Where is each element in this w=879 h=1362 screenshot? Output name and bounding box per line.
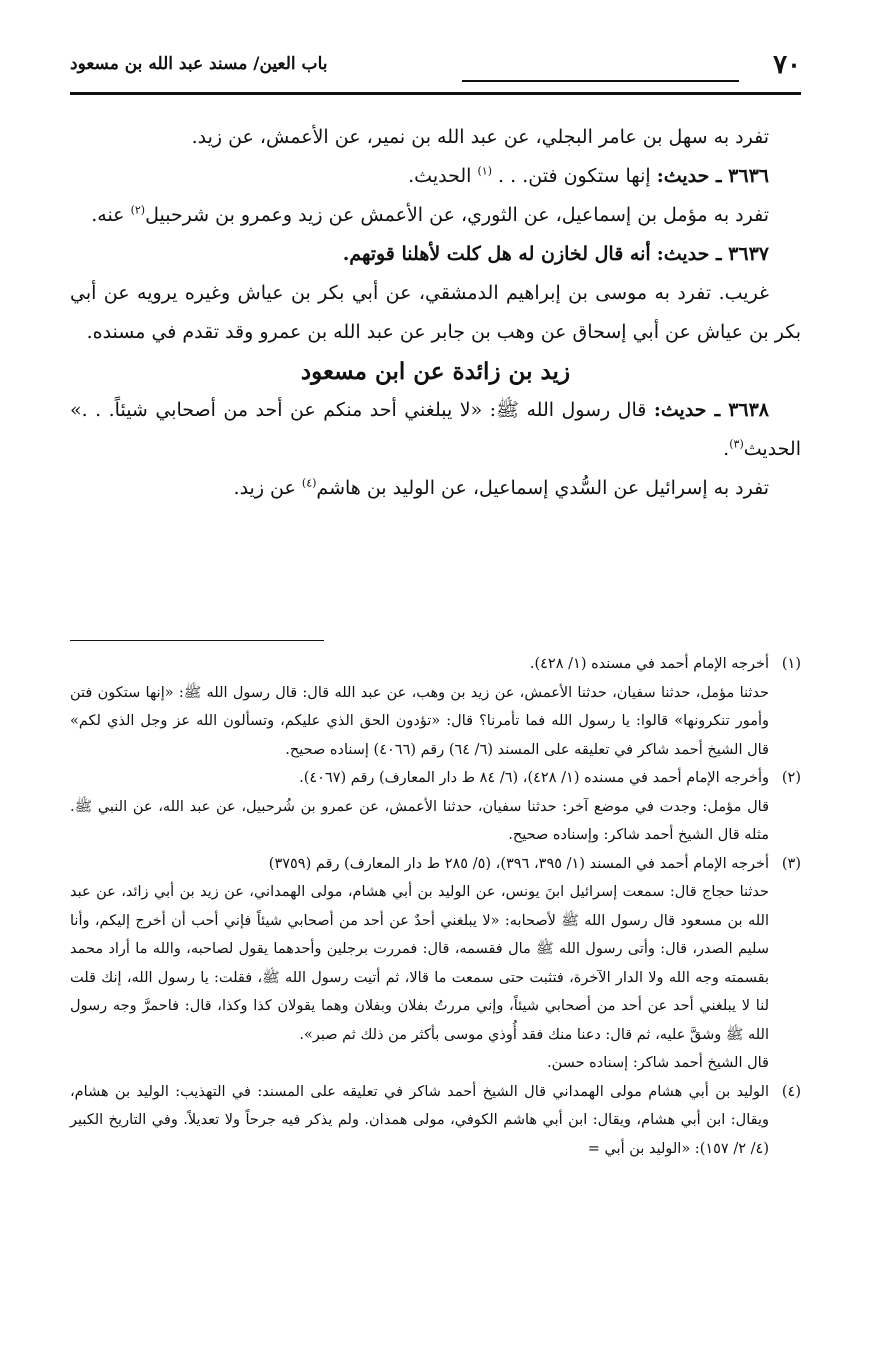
hadith-text: قال رسول الله ﷺ: «لا يبلغني أحد منكم عن أحد من أصحابي شيئاً. . .» الحديث [70, 399, 801, 460]
footnote-2 [70, 764, 801, 850]
footnote-number: (١) [781, 656, 801, 672]
main-text [70, 118, 801, 508]
footnote-3 [70, 850, 801, 1078]
paragraph-text: تفرد به مؤمل بن إسماعيل، عن الثوري، عن الأعمش عن زيد وعمرو بن شرحبيل [145, 204, 769, 226]
page-header [70, 48, 801, 88]
hadith-text: أنه قال لخازن له هل كلت لأهلنا قوتهم. [342, 243, 651, 265]
footnotes [70, 650, 801, 1163]
hadith-text: إنها ستكون فتن. . . [498, 165, 651, 187]
hadith-3638 [70, 391, 801, 469]
footnote-ref-1[interactable]: (١) [477, 164, 492, 178]
footnote-source: أخرجه الإمام أحمد في المسند (١/ ٣٩٥، ٣٩٦)، (٥/ ٢٨٥ ط دار المعارف) رقم (٣٧٥٩) [268, 855, 769, 872]
page-number: ٧٠ [773, 50, 801, 80]
hadith-number: ٣٦٣٨ ـ حديث: [653, 399, 770, 421]
header-rule [462, 80, 739, 82]
footnote-text: قال مؤمل: وجدت في موضع آخر: حدثنا سفيان، حدثنا الأعمش، عن عمرو بن شُرحبيل، عن عبد الله، عن النبي ﷺ. مثله قال الشيخ أحمد شاكر: وإسناده صحيح. [70, 798, 769, 843]
footnote-ref-3[interactable]: (٣) [729, 437, 744, 451]
footnote-number: (٣) [781, 855, 801, 872]
footnote-number: (٤) [781, 1083, 801, 1100]
section-title: زيد بن زائدة عن ابن مسعود [300, 358, 571, 385]
paragraph-text-end: عن زيد. [233, 477, 296, 499]
footnote-4 [70, 1078, 801, 1164]
hadith-tail: الحديث. [408, 165, 472, 187]
hadith-tail: . [723, 438, 730, 460]
paragraph-1: تفرد به سهل بن عامر البجلي، عن عبد الله بن نمير، عن الأعمش، عن زيد. [191, 126, 769, 148]
footnote-source: أخرجه الإمام أحمد في مسنده (١/ ٤٢٨). [529, 656, 769, 672]
footnote-source: وأخرجه الإمام أحمد في مسنده (١/ ٤٢٨)، (٦/ ٨٤ ط دار المعارف) رقم (٤٠٦٧). [299, 770, 769, 786]
header-divider [70, 92, 801, 95]
footnote-text: حدثنا حجاج قال: سمعت إسرائيل ابنَ يونس، عن الوليد بن أبي هشام، مولى الهمداني، عن زيد بن أبي زائد، عن عبد الله بن مسعود قال رسول الله ﷺ لأصحابه: «لا يبلغني أحدٌ عن أحد من أصحابي شيئاً فإني أحب أن أخرج إليكم، وأنا سليم الصدر، قال: وأتى رسول الله ﷺ مال فقسمه، قال: فمررت برجلين وأحدهما يقول لصاحبه، والله ما أراد محمد بقسمته وجه الله ولا الدار الآخرة، فتثبت حتى سمعت ما قالا، ثم أتيت رسول الله ﷺ، فقلت: يا رسول الله، إنك قلت لنا لا يبلغني أحد عن أحد من أصحابي شيئاً، وإني مررتُ بفلان وبفلان وهما يقولان كذا وكذا، قال: فاحمرَّ وجه رسول الله ﷺ وشقَّ عليه، ثم قال: دعنا منك فقد أُوذي موسى بأكثر من ذلك ثم صبر». [70, 884, 769, 1043]
footnote-1 [70, 650, 801, 764]
paragraph-3 [70, 196, 801, 235]
hadith-number: ٣٦٣٦ ـ حديث: [656, 165, 769, 187]
footnote-text: حدثنا مؤمل، حدثنا سفيان، حدثنا الأعمش، عن زيد بن وهب، عن عبد الله قال: قال رسول الله ﷺ: «إنها ستكون فتن وأمور تنكرونها» قالوا: يا رسول الله فما تأمرنا؟ قال: «تؤدون الحق الذي عليكم، وتسألون الله عز وجل الذي لكم» قال الشيخ أحمد شاكر في تعليقه على المسند (٦/ ٦٤) رقم (٤٠٦٦) إسناده صحيح. [70, 684, 769, 758]
footnote-text: الوليد بن أبي هشام مولى الهمداني قال الشيخ أحمد شاكر في تعليقه على المسند: في التهذيب: الوليد بن هشام، ويقال: ابن أبي هشام، ويقال: ابن أبي هاشم الكوفي، مولى همدان. ولم يذكر فيه جرحاً ولا تعديلاً. وفي التاريخ الكبير (٤/ ٢/ ١٥٧): «الوليد بن أبي = [70, 1083, 769, 1157]
footnote-grading: قال الشيخ أحمد شاكر: إسناده حسن. [547, 1055, 769, 1071]
footnote-ref-4[interactable]: (٤) [301, 476, 317, 490]
hadith-3637 [70, 235, 801, 274]
footnote-number: (٢) [781, 770, 801, 786]
paragraph-8 [70, 469, 801, 508]
footnote-ref-2[interactable]: (٢) [130, 203, 146, 217]
running-title: باب العين/ مسند عبد الله بن مسعود [70, 54, 328, 74]
paragraph-text-end: عنه. [91, 204, 125, 226]
hadith-3636 [70, 157, 801, 196]
footnote-divider [70, 640, 324, 641]
hadith-number: ٣٦٣٧ ـ حديث: [656, 243, 769, 265]
paragraph-5: غريب. تفرد به موسى بن إبراهيم الدمشقي، عن أبي بكر بن عياش وغيره يرويه عن أبي بكر بن عياش عن أبي إسحاق عن وهب بن جابر عن عبد الله بن عمرو وقد تقدم في مسنده. [70, 282, 801, 343]
paragraph-text: تفرد به إسرائيل عن السُّدي إسماعيل، عن الوليد بن هاشم [316, 477, 769, 499]
